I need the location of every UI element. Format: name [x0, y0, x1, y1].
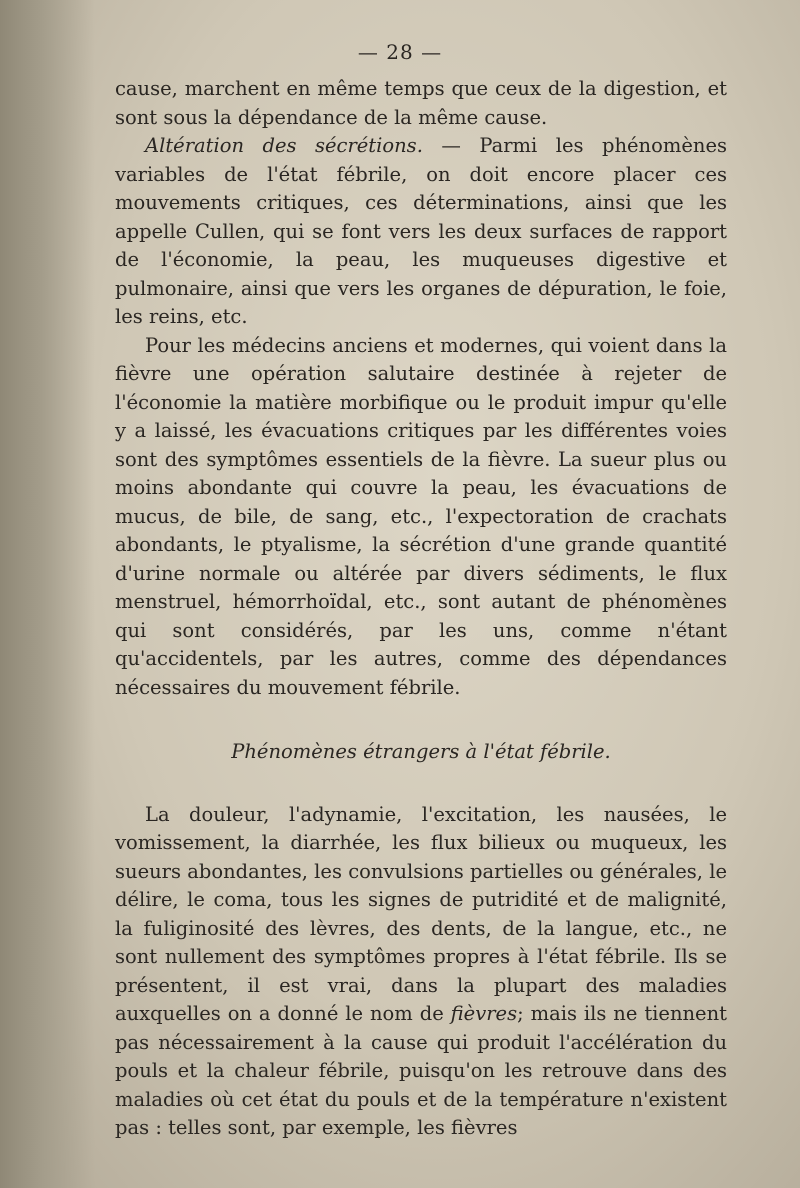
page-edge-shadow — [0, 0, 95, 1188]
paragraph-text: — Parmi les phénomènes variables de l'état fébrile, on doit encore placer ces mouvements critiques, ces déterminations, ainsi que les appelle Cullen, qui se font vers les deux surfaces de rapport de l'économie, la peau, les muqueuses digestive et pulmonaire, ainsi que vers les organes de dépuration, le foie, les reins, etc. — [115, 134, 727, 328]
section-heading: Phénomènes étrangers à l'état fébrile. — [231, 740, 611, 763]
page-body — [115, 75, 727, 1143]
paragraph-alteration-secretions — [115, 132, 727, 332]
paragraph-italic-term: fièvres — [450, 1002, 518, 1025]
paragraph-text-before: La douleur, l'adynamie, l'excitation, les nausées, le vomissement, la diarrhée, les flux bilieux ou muqueux, les sueurs abondantes, les convulsions partielles ou générales, le délire, le coma, tous les signes de putridité et de malignité, la fuliginosité des lèvres, des dents, de la langue, etc., ne sont nullement des symptômes propres à l'état fébrile. Ils se présentent, il est vrai, dans la plupart des maladies auxquelles on a donné le nom de — [115, 802, 727, 1025]
paragraph-continuation: cause, marchent en même temps que ceux de la digestion, et sont sous la dépendance de la même cause. — [115, 77, 727, 129]
paragraph-text-after: ; mais ils ne tiennent pas nécessairement à la cause qui produit l'accélération du pouls et la chaleur fébrile, puisqu'on les retrouve dans des maladies où cet état du pouls et de la température n'existent pas : telles sont, par exemple, les fièvres — [115, 1002, 727, 1139]
paragraph-evacuations: Pour les médecins anciens et modernes, qui voient dans la fièvre une opération salutaire destinée à rejeter de l'économie la matière morbifique ou le produit impur qu'elle y a laissé, les évacuations critiques par les différentes voies sont des symptômes essentiels de la fièvre. La sueur plus ou moins abondante qui couvre la peau, les évacuations de mucus, de bile, de sang, etc., l'expectoration de crachats abondants, le ptyalisme, la sécrétion d'une grande quantité d'urine normale ou altérée par divers sédiments, le flux menstruel, hémorrhoïdal, etc., sont autant de phénomènes qui sont considérés, par les uns, comme n'étant qu'accidentels, par les autres, comme des dépendances nécessaires du mouvement fébrile. — [115, 333, 727, 699]
paragraph-title: Altération des sécrétions. — [145, 134, 423, 157]
page-number: — 28 — — [357, 40, 443, 64]
paragraph-phenomenes-etrangers — [115, 801, 727, 1143]
